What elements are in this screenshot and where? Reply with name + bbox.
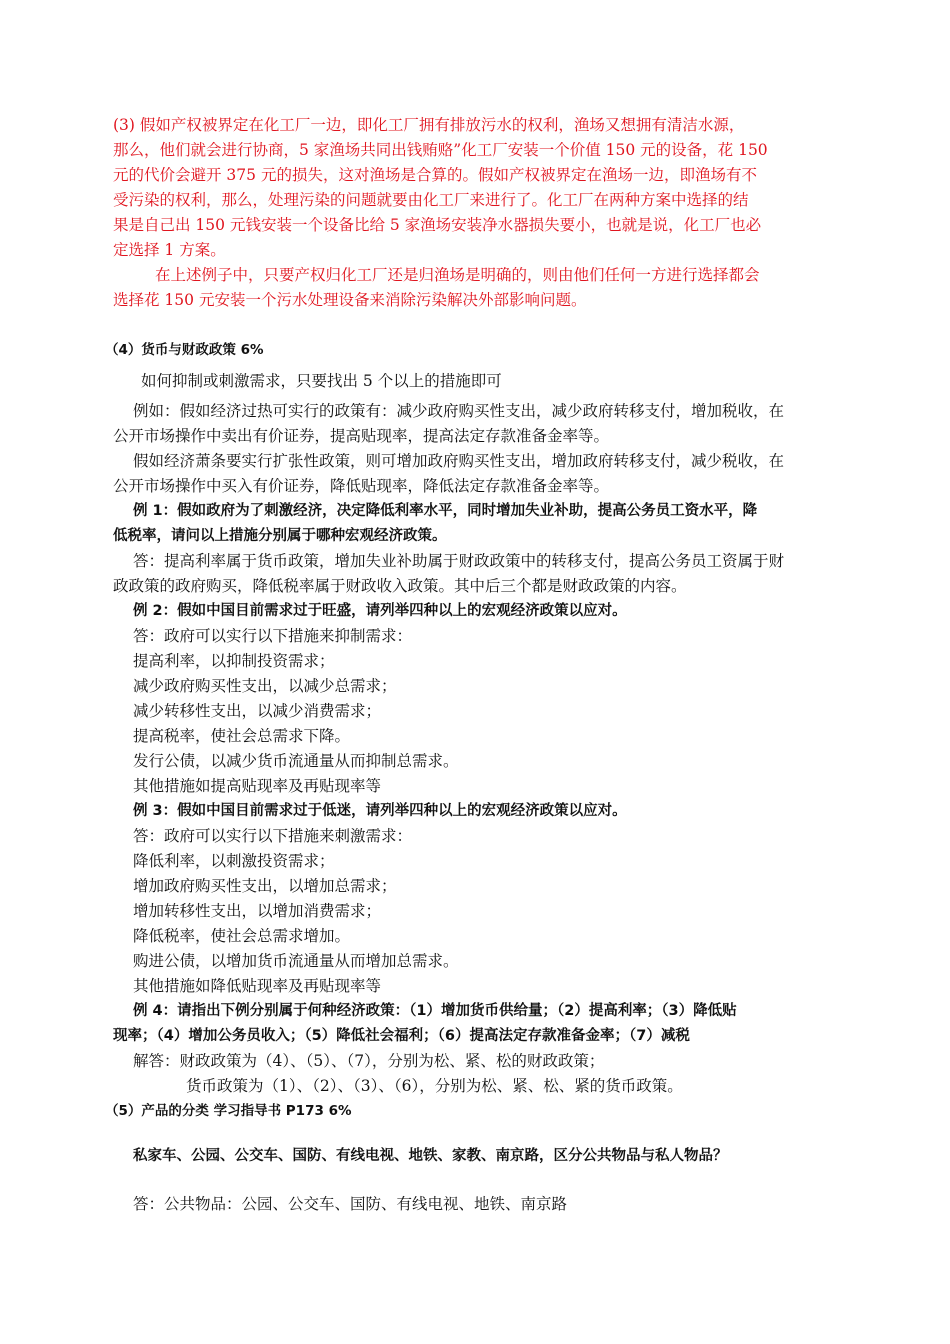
example-4-question: 现率；（4）增加公务员收入；（5）降低社会福利；（6）提高法定存款准备金率；（7）减税 — [113, 1028, 690, 1044]
example-3-answer: 答：政府可以实行以下措施来刺激需求： — [133, 827, 413, 845]
example-2-answer: 发行公债，以减少货币流通量从而抑制总需求。 — [133, 752, 459, 770]
example-2-answer: 减少转移性支出，以减少消费需求； — [133, 702, 382, 720]
body-line: 如何抑制或刺激需求，只要找出 5 个以上的措施即可 — [141, 372, 502, 390]
example-2-answer: 提高税率，使社会总需求下降。 — [133, 727, 351, 745]
example-1-answer: 政政策的政府购买，降低税率属于财政收入政策。其中后三个都是财政政策的内容。 — [113, 577, 687, 595]
example-3-question: 例 3：假如中国目前需求过于低迷，请列举四种以上的宏观经济政策以应对。 — [133, 803, 627, 819]
example-3-answer: 降低税率，使社会总需求增加。 — [133, 927, 351, 945]
body-line: 例如：假如经济过热可实行的政策有：减少政府购买性支出，减少政府转移支付，增加税收，在 — [133, 402, 785, 420]
section-5-question: 私家车、公园、公交车、国防、有线电视、地铁、家教、南京路，区分公共物品与私人物品？ — [133, 1148, 728, 1164]
example-3-answer: 降低利率，以刺激投资需求； — [133, 852, 335, 870]
example-2-answer: 减少政府购买性支出，以减少总需求； — [133, 677, 397, 695]
section-5-answer: 答：公共物品：公园、公交车、国防、有线电视、地铁、南京路 — [133, 1195, 568, 1213]
red-paragraph-line: 定选择 1 方案。 — [113, 241, 226, 259]
example-3-answer: 其他措施如降低贴现率及再贴现率等 — [133, 977, 382, 995]
red-paragraph-line: 果是自己出 150 元钱安装一个设备比给 5 家渔场安装净水器损失要小，也就是说，化工厂也必 — [113, 216, 762, 234]
red-paragraph-line: 在上述例子中，只要产权归化工厂还是归渔场是明确的，则由他们任何一方进行选择都会 — [155, 266, 760, 284]
body-line: 假如经济萧条要实行扩张性政策，则可增加政府购买性支出，增加政府转移支付，减少税收，在 — [133, 452, 785, 470]
red-paragraph-line: 选择花 150 元安装一个污水处理设备来消除污染解决外部影响问题。 — [113, 291, 587, 309]
section-4-heading: （4）货币与财政政策 6% — [105, 342, 264, 358]
example-3-answer: 增加政府购买性支出，以增加总需求； — [133, 877, 397, 895]
red-paragraph-line: (3) 假如产权被界定在化工厂一边，即化工厂拥有排放污水的权利，渔场又想拥有清洁水源， — [113, 116, 745, 134]
example-2-answer: 答：政府可以实行以下措施来抑制需求： — [133, 627, 413, 645]
body-line: 公开市场操作中卖出有价证券，提高贴现率，提高法定存款准备金率等。 — [113, 427, 610, 445]
red-paragraph-line: 那么，他们就会进行协商，5 家渔场共同出钱贿赂”化工厂安装一个价值 150 元的设备，花 150 — [113, 141, 768, 159]
example-4-answer: 货币政策为（1）、（2）、（3）、（6），分别为松、紧、松、紧的货币政策。 — [186, 1077, 683, 1095]
example-3-answer: 购进公债，以增加货币流通量从而增加总需求。 — [133, 952, 459, 970]
example-1-answer: 答：提高利率属于货币政策，增加失业补助属于财政政策中的转移支付，提高公务员工资属于财 — [133, 552, 785, 570]
example-1-question: 例 1：假如政府为了刺激经济，决定降低利率水平，同时增加失业补助，提高公务员工资水平，降 — [133, 503, 758, 519]
example-2-answer: 提高利率，以抑制投资需求； — [133, 652, 335, 670]
red-paragraph-line: 受污染的权利，那么，处理污染的问题就要由化工厂来进行了。化工厂在两种方案中选择的结 — [113, 191, 749, 209]
example-1-question: 低税率，请问以上措施分别属于哪种宏观经济政策。 — [113, 528, 447, 544]
red-paragraph-line: 元的代价会避开 375 元的损失，这对渔场是合算的。假如产权被界定在渔场一边，即渔场有不 — [113, 166, 757, 184]
example-4-answer: 解答：财政政策为（4）、（5）、（7），分别为松、紧、松的财政政策； — [133, 1052, 605, 1070]
example-4-question: 例 4：请指出下例分别属于何种经济政策：（1）增加货币供给量；（2）提高利率；（3）降低贴 — [133, 1003, 737, 1019]
body-line: 公开市场操作中买入有价证券，降低贴现率，降低法定存款准备金率等。 — [113, 477, 610, 495]
example-2-question: 例 2：假如中国目前需求过于旺盛，请列举四种以上的宏观经济政策以应对。 — [133, 603, 627, 619]
example-3-answer: 增加转移性支出，以增加消费需求； — [133, 902, 382, 920]
section-5-heading: （5）产品的分类 学习指导书 P173 6% — [105, 1103, 352, 1119]
example-2-answer: 其他措施如提高贴现率及再贴现率等 — [133, 777, 382, 795]
